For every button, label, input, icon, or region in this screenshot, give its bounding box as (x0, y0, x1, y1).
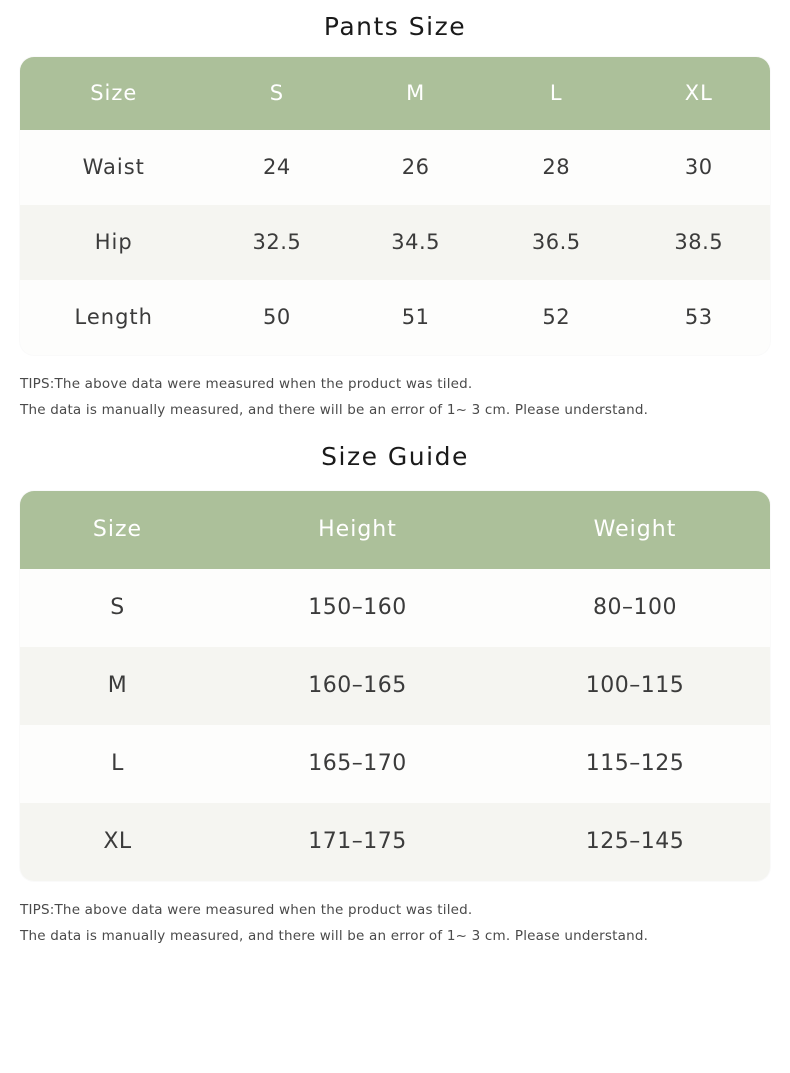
table-row (20, 280, 770, 355)
guide-size-s: S (110, 594, 125, 620)
table-row (20, 569, 770, 647)
guide-height-l: 165–170 (308, 750, 407, 776)
guide-height-s: 150–160 (308, 594, 407, 620)
size-guide-table-container (20, 491, 770, 881)
pants-waist-l: 28 (542, 155, 571, 179)
guide-col-height: Height (215, 491, 500, 569)
pants-length-l: 52 (542, 305, 571, 329)
guide-table-body (20, 569, 770, 881)
table-header-row (20, 57, 770, 130)
table-header-row (20, 491, 770, 569)
guide-col-size: Size (20, 491, 215, 569)
guide-height-xl: 171–175 (308, 828, 407, 854)
pants-waist-m: 26 (401, 155, 430, 179)
guide-weight-m: 100–115 (585, 672, 685, 698)
pants-waist-xl: 30 (684, 155, 713, 179)
pants-waist-s: 24 (263, 155, 291, 179)
table-row (20, 803, 770, 881)
pants-tips-line-2: The data is manually measured, and there will be an error of 1~ 3 cm. Please understand. (20, 402, 649, 419)
pants-size-title: Pants Size (323, 12, 467, 41)
pants-col-s: S (208, 57, 347, 130)
pants-hip-s: 32.5 (252, 230, 302, 254)
guide-tips-line-1: TIPS:The above data were measured when the product was tiled. (20, 901, 473, 918)
guide-size-l: L (111, 750, 124, 776)
pants-hip-l: 36.5 (531, 230, 581, 254)
guide-weight-l: 115–125 (585, 750, 685, 776)
pants-tips (20, 355, 770, 424)
guide-tips (20, 881, 770, 950)
pants-tips-line-1: TIPS:The above data were measured when the product was tiled. (20, 376, 473, 392)
pants-length-xl: 53 (684, 305, 713, 329)
table-row (20, 647, 770, 725)
pants-col-xl: XL (628, 57, 771, 130)
pants-table-body (20, 130, 770, 355)
pants-length-s: 50 (263, 305, 291, 329)
guide-col-weight: Weight (500, 491, 770, 569)
pants-size-table-container (20, 57, 770, 355)
guide-size-xl: XL (103, 828, 132, 854)
guide-weight-s: 80–100 (593, 594, 677, 620)
table-row (20, 725, 770, 803)
pants-hip-m: 34.5 (391, 230, 440, 254)
size-guide-table (20, 491, 770, 881)
pants-hip-xl: 38.5 (674, 230, 724, 254)
guide-size-m: M (107, 672, 128, 698)
size-guide-title: Size Guide (321, 441, 469, 471)
pants-row-label-waist: Waist (82, 155, 145, 179)
pants-col-l: L (485, 57, 628, 130)
pants-table-header (20, 57, 770, 130)
guide-table-header (20, 491, 770, 569)
guide-tips-line-2: The data is manually measured, and there will be an error of 1~ 3 cm. Please understand. (20, 927, 649, 944)
guide-weight-xl: 125–145 (585, 828, 685, 854)
pants-col-size: Size (20, 57, 208, 130)
pants-row-label-hip: Hip (94, 230, 133, 254)
pants-length-m: 51 (401, 305, 430, 329)
pants-row-label-length: Length (74, 305, 153, 329)
pants-col-m: M (346, 57, 485, 130)
table-row (20, 130, 770, 205)
pants-size-table (20, 57, 770, 355)
guide-height-m: 160–165 (308, 672, 407, 698)
table-row (20, 205, 770, 280)
